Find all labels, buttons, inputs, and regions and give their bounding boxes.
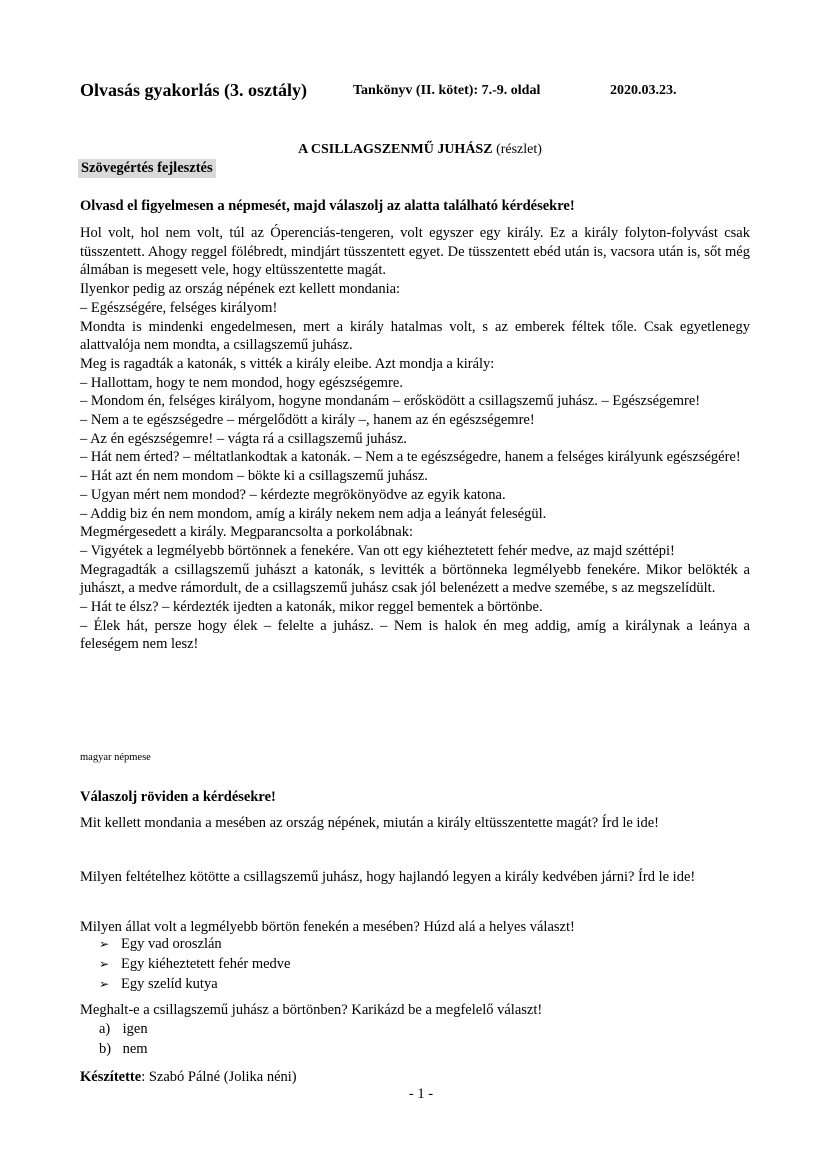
story-paragraph: – Ugyan mért nem mondod? – kérdezte megrökönyödve az egyik katona. [80, 486, 506, 503]
arrow-bullet-icon: ➢ [99, 977, 110, 991]
story-paragraph: Hol volt, hol nem volt, túl az Óperenciás-tengeren, volt egyszer egy király. Ez a király folyton-folyvást csak tüsszentett. Ahogy reggel fölébredt, mindjárt tüsszentett egyet. De tüsszentett ebéd után is, vacsora után is, sőt még álmában is megesett vele, hogy eltüsszentette magát. [80, 225, 750, 279]
answer-option-label: igen [122, 1021, 148, 1037]
question-3: Milyen állat volt a legmélyebb börtön fenekén a mesében? Húzd alá a helyes választ! [80, 919, 575, 935]
textbook-reference: Tankönyv (II. kötet): 7.-9. oldal [353, 83, 541, 98]
story-source: magyar népmese [80, 752, 151, 763]
story-paragraph: – Hát azt én nem mondom – bökte ki a csillagszemű juhász. [80, 468, 428, 485]
answer-option[interactable] [99, 974, 290, 994]
author-name: : Szabó Pálné (Jolika néni) [141, 1069, 297, 1085]
story-text [80, 224, 750, 654]
story-paragraph: – Mondom én, felséges királyom, hogyne mondanám – erősködött a csillagszemű juhász. – Egészségemre! [80, 393, 701, 410]
story-title [80, 142, 750, 158]
answer-option-label: Egy szelíd kutya [121, 976, 218, 992]
answer-option-letter: b) [99, 1041, 112, 1057]
author-label: Készítette [80, 1069, 142, 1085]
arrow-bullet-icon: ➢ [99, 937, 110, 951]
question-2: Milyen feltételhez kötötte a csillagszemű juhász, hogy hajlandó legyen a király kedvében járni? Írd le ide! [80, 869, 696, 885]
section-label: Szövegértés fejlesztés [78, 159, 216, 178]
answer-option[interactable] [99, 1019, 148, 1039]
story-paragraph: – Élek hát, persze hogy élek – felelte a juhász. – Nem is halok én meg addig, amíg a királynak a leánya a feleségem nem lesz! [80, 617, 750, 653]
author-credit [80, 1069, 297, 1086]
question-4: Meghalt-e a csillagszemű juhász a börtönben? Karikázd be a megfelelő választ! [80, 1002, 543, 1018]
page-number: - 1 - [408, 1086, 434, 1102]
questions-title: Válaszolj röviden a kérdésekre! [80, 789, 276, 805]
story-paragraph: Megragadták a csillagszemű juhászt a katonák, s levitték a börtönneka legmélyebb fenekére. Mikor belökték a juhászt, a medve rámordult, de a csillagszemű juhász csak jól belenézett a medve szemébe, s az megszelídült. [80, 561, 750, 597]
story-paragraph: – Egészségére, felséges királyom! [80, 299, 278, 316]
answer-option-label: Egy kiéheztetett fehér medve [121, 956, 291, 972]
story-paragraph: – Hát te élsz? – kérdezték ijedten a katonák, mikor reggel bementek a börtönbe. [80, 599, 543, 616]
answer-option-letter: a) [99, 1021, 111, 1037]
answer-option[interactable] [99, 934, 290, 954]
question-3-options [99, 934, 290, 994]
story-paragraph: – Hallottam, hogy te nem mondod, hogy egészségemre. [80, 374, 403, 391]
story-paragraph: Megmérgesedett a király. Megparancsolta a porkolábnak: [80, 524, 413, 541]
story-paragraph: – Hát nem érted? – méltatlankodtak a katonák. – Nem a te egészségedre, hanem a felséges királyunk egészségére! [80, 449, 741, 466]
story-paragraph: – Vigyétek a legmélyebb börtönnek a fenekére. Van ott egy kiéheztetett fehér medve, az majd széttépi! [80, 542, 675, 559]
question-1: Mit kellett mondania a mesében az ország népének, miután a király eltüsszentette magát? Írd le ide! [80, 815, 659, 831]
story-paragraph: – Addig biz én nem mondom, amíg a király nekem nem adja a leányát feleségül. [80, 505, 547, 522]
story-paragraph: Mondta is mindenki engedelmesen, mert a király hatalmas volt, s az emberek féltek tőle. Csak egyetlenegy alattvalója nem mondta, a csillagszemű juhász. [80, 318, 750, 354]
answer-option-label: Egy vad oroszlán [121, 936, 222, 952]
story-paragraph: Meg is ragadták a katonák, s vitték a király eleibe. Azt mondja a király: [80, 355, 495, 372]
arrow-bullet-icon: ➢ [99, 957, 110, 971]
story-paragraph: Ilyenkor pedig az ország népének ezt kellett mondania: [80, 281, 401, 298]
question-4-options [99, 1019, 148, 1059]
worksheet-date: 2020.03.23. [610, 83, 677, 98]
subject-title: Olvasás gyakorlás (3. osztály) [80, 80, 307, 100]
answer-option-label: nem [122, 1041, 148, 1057]
story-paragraph: – Az én egészségemre! – vágta rá a csillagszemű juhász. [80, 430, 407, 447]
answer-option[interactable] [99, 1039, 148, 1059]
reading-instruction: Olvasd el figyelmesen a népmesét, majd válaszolj az alatta található kérdésekre! [80, 198, 575, 214]
answer-option[interactable] [99, 954, 290, 974]
story-title-suffix: (részlet) [496, 142, 542, 157]
story-title-main: A CSILLAGSZENMŰ JUHÁSZ [298, 142, 493, 157]
worksheet-header [80, 80, 760, 101]
story-paragraph: – Nem a te egészségedre – mérgelődött a király –, hanem az én egészségemre! [80, 412, 535, 429]
